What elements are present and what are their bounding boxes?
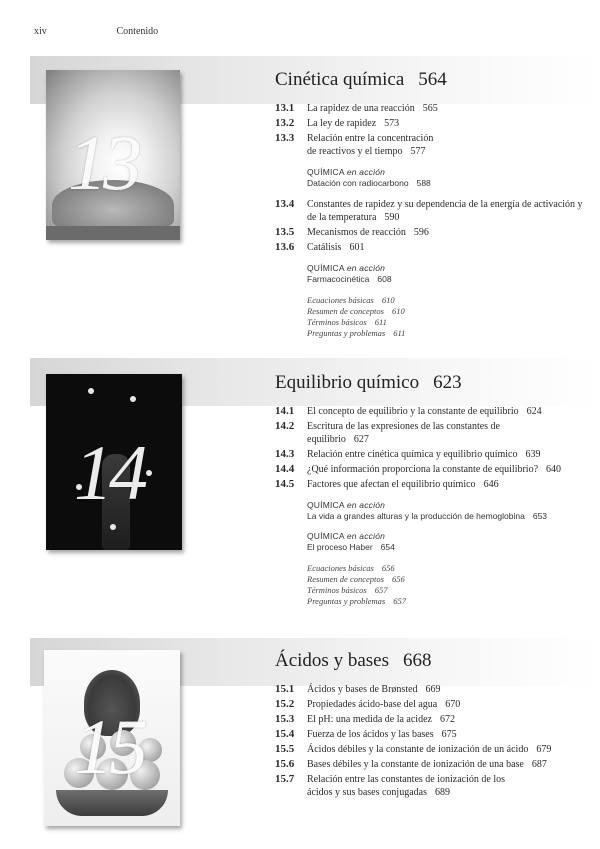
chapter-number: 15 [74,703,144,790]
section-title: Bases débiles y la constante de ionización de una base [307,759,524,770]
running-section-label: Contenido [116,26,159,37]
end-matter-page: 610 [391,306,405,316]
quimica-en-accion-box[interactable] [307,531,595,553]
section-number: 14.2 [275,420,295,432]
section-page: 672 [439,714,455,725]
juggling-ball [110,524,116,530]
box-page: 653 [532,511,548,521]
box-heading [307,263,595,274]
section-entry[interactable] [275,241,595,254]
end-matter-page: 611 [374,317,387,327]
section-entry[interactable] [275,226,595,239]
section-entry[interactable] [275,463,595,476]
ground-image [46,226,180,240]
section-entry[interactable] [275,132,595,158]
box-page: 608 [377,274,392,284]
chapter-page: 564 [418,69,447,90]
chapter-page: 668 [402,650,432,671]
box-heading-text: QUÍMICA [307,531,345,541]
juggling-ball [88,388,94,394]
chapter-title-text: Ácidos y bases [275,650,389,671]
section-number: 15.4 [275,728,295,740]
end-matter-item[interactable] [307,574,595,585]
chapter-number: 13 [68,119,138,206]
end-matter-item[interactable] [307,317,595,328]
section-title: Propiedades ácido-base del agua [307,699,438,710]
section-page: 639 [525,449,541,460]
section-number: 15.5 [275,743,295,755]
section-number: 15.3 [275,713,295,725]
section-title: Ácidos y bases de Brønsted [307,684,418,695]
box-heading-italic: en acción [346,167,386,177]
chapter-15-photo [44,650,180,826]
section-title: Constantes de rapidez y su dependencia de la energía de activación y [307,199,583,210]
end-matter-label: Preguntas y problemas [307,328,386,338]
chapter-title[interactable] [275,370,595,396]
chapter-15 [0,638,600,849]
end-matter-item[interactable] [307,328,595,339]
section-title: Relación entre la concentración [307,133,434,144]
chapter-title-text: Equilibrio químico [275,372,420,393]
section-title-line2: de la temperatura [307,212,377,223]
end-matter-label: Términos básicos [307,317,367,327]
section-number: 13.3 [275,132,295,144]
section-title: La rapidez de una reacción [307,103,415,114]
section-entry[interactable] [275,102,595,115]
section-entry[interactable] [275,420,595,446]
section-page: 646 [483,479,499,490]
box-heading-italic: en acción [346,531,386,541]
section-title: Fuerza de los ácidos y las bases [307,729,434,740]
box-title: Datación con radiocarbono [307,178,409,188]
running-header [34,26,158,37]
chapter-13-photo [46,70,180,240]
section-number: 14.3 [275,448,295,460]
chapter-title-text: Cinética química [275,69,405,90]
chapter-13 [0,56,600,346]
end-matter-page: 656 [391,574,405,584]
section-page: 590 [384,212,400,223]
section-entry[interactable] [275,405,595,418]
section-title: ¿Qué información proporciona la constante de equilibrio? [307,464,539,475]
section-page: 596 [413,227,429,238]
section-number: 13.1 [275,102,295,114]
box-heading-italic: en acción [346,263,386,273]
chapter-14-photo [46,374,182,550]
section-page: 670 [445,699,461,710]
end-matter-page: 657 [374,585,388,595]
box-title: El proceso Haber [307,542,373,552]
chapter-15-contents [275,648,595,801]
section-title: Mecanismos de reacción [307,227,406,238]
section-page: 679 [536,744,552,755]
section-title: La ley de rapidez [307,118,377,129]
section-number: 14.4 [275,463,295,475]
chapter-title[interactable] [275,648,595,674]
section-number: 15.6 [275,758,295,770]
section-title-line2: de reactivos y el tiempo [307,146,403,157]
section-entry[interactable] [275,758,595,771]
end-matter-label: Ecuaciones básicas [307,295,374,305]
juggling-ball [146,470,152,476]
quimica-en-accion-box[interactable] [307,500,595,522]
end-matter-label: Resumen de conceptos [307,574,384,584]
section-page: 577 [410,146,426,157]
box-heading-text: QUÍMICA [307,500,345,510]
end-matter-label: Términos básicos [307,585,367,595]
box-page: 654 [380,542,395,552]
section-number: 14.1 [275,405,295,417]
chapter-number: 14 [74,429,144,516]
section-title: Ácidos débiles y la constante de ionización de un ácido [307,744,529,755]
chapter-page: 623 [433,372,462,393]
end-matter-page: 657 [393,596,406,606]
section-number: 13.6 [275,241,295,253]
end-matter-list [307,295,595,339]
box-heading [307,531,595,542]
end-matter-item[interactable] [307,596,595,607]
section-page: 675 [441,729,457,740]
box-heading [307,500,595,511]
section-page: 573 [384,118,400,129]
section-number: 13.2 [275,117,295,129]
section-number: 15.7 [275,773,295,785]
section-entry[interactable] [275,773,595,799]
section-number: 13.4 [275,198,295,210]
section-entry[interactable] [275,698,595,711]
section-entry[interactable] [275,198,595,224]
section-entry[interactable] [275,743,595,756]
box-heading-text: QUÍMICA [307,263,345,273]
section-number: 15.2 [275,698,295,710]
section-title: El concepto de equilibrio y la constante de equilibrio [307,406,519,417]
chapter-13-contents [275,67,595,339]
section-number: 13.5 [275,226,295,238]
section-title: Escritura de las expresiones de las constantes de [307,421,500,432]
section-page: 624 [526,406,542,417]
section-page: 601 [349,242,365,253]
box-heading-text: QUÍMICA [307,167,345,177]
section-entry[interactable] [275,683,595,696]
box-heading [307,167,595,178]
chapter-14 [0,358,600,628]
quimica-en-accion-box[interactable] [307,167,595,189]
end-matter-label: Preguntas y problemas [307,596,386,606]
juggling-ball [130,396,136,402]
section-title: Factores que afectan el equilibrio químico [307,479,476,490]
section-title: Relación entre cinética química y equilibrio químico [307,449,518,460]
end-matter-page: 610 [381,295,395,305]
section-page: 640 [546,464,562,475]
box-title: La vida a grandes alturas y la producción de hemoglobina [307,511,525,521]
end-matter-list [307,563,595,607]
end-matter-page: 611 [393,328,406,338]
section-title: El pH: una medida de la acidez [307,714,432,725]
box-title: Farmacocinética [307,274,370,284]
section-entry[interactable] [275,478,595,491]
section-number: 15.1 [275,683,295,695]
end-matter-page: 656 [381,563,395,573]
section-title-line2: ácidos y sus bases conjugadas [307,787,427,798]
end-matter-item[interactable] [307,585,595,596]
section-title-line2: equilibrio [307,434,346,445]
end-matter-item[interactable] [307,295,595,306]
section-page: 689 [434,787,450,798]
section-entry[interactable] [275,713,595,726]
section-entry[interactable] [275,117,595,130]
end-matter-item[interactable] [307,563,595,574]
box-heading-italic: en acción [346,500,386,510]
section-entry[interactable] [275,728,595,741]
section-number: 14.5 [275,478,295,490]
section-page: 687 [531,759,547,770]
chapter-14-contents [275,370,595,607]
end-matter-label: Ecuaciones básicas [307,563,374,573]
section-page: 565 [422,103,438,114]
quimica-en-accion-box[interactable] [307,263,595,285]
section-page: 669 [425,684,441,695]
bowl-image [56,790,168,816]
end-matter-item[interactable] [307,306,595,317]
section-entry[interactable] [275,448,595,461]
page-number: xiv [34,26,47,37]
chapter-title[interactable] [275,67,595,93]
end-matter-label: Resumen de conceptos [307,306,384,316]
section-title: Relación entre las constantes de ionización de los [307,774,505,785]
box-page: 588 [416,178,431,188]
section-page: 627 [353,434,369,445]
section-title: Catálisis [307,242,342,253]
